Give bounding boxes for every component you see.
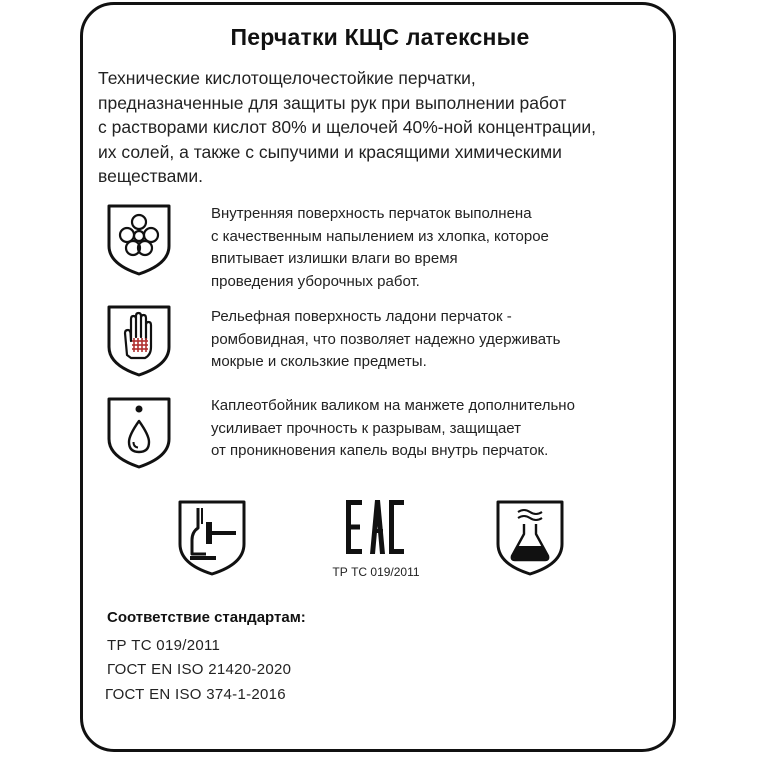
feature-line: мокрые и скользкие предметы. (211, 353, 427, 370)
feature-line: от проникновения капель воды внутрь перчаток. (211, 442, 549, 459)
feature-description (211, 203, 641, 293)
feature-line: с качественным напылением из хлопка, которое (211, 227, 549, 245)
standard-item: ТР ТС 019/2011 (107, 637, 221, 654)
intro-line: с растворами кислот 80% и щелочей 40%-ной концентрации, (98, 117, 597, 137)
feature-line: проведения уборочных работ. (211, 272, 420, 290)
standard-item: ГОСТ EN ISO 21420-2020 (107, 661, 292, 678)
page-title: Перчатки КЩС латексные (230, 24, 530, 50)
mechanical-hazard-shield-icon (176, 498, 248, 578)
feature-grip-surface (105, 303, 645, 383)
feature-drip-guard (105, 395, 645, 475)
eac-caption: ТР ТС 019/2011 (332, 565, 420, 579)
intro-paragraph (98, 66, 658, 189)
standard-item: ГОСТ EN ISO 374-1-2016 (105, 686, 286, 703)
feature-line: ромбовидная, что позволяет надежно удерживать (211, 330, 561, 348)
feature-line: впитывает излишки влаги во время (211, 250, 458, 267)
feature-line: Внутренняя поверхность перчаток выполнена (211, 205, 532, 222)
intro-line: предназначенные для защиты рук при выполнении работ (98, 92, 567, 113)
hand-grip-shield-icon (105, 303, 173, 379)
chemical-hazard-shield-icon (494, 498, 566, 578)
feature-line: Каплеотбойник валиком на манжете дополнительно (211, 397, 575, 414)
standards-title: Соответствие стандартам: (107, 609, 306, 626)
feature-description (211, 395, 641, 463)
feature-line: усиливает прочность к разрывам, защищает (211, 419, 522, 437)
intro-line: веществами. (98, 166, 204, 186)
intro-line: Технические кислотощелочестойкие перчатки, (98, 68, 476, 88)
feature-line: Рельефная поверхность ладони перчаток - (211, 308, 512, 325)
feature-cotton-lining (105, 202, 645, 290)
cotton-flower-shield-icon (105, 202, 173, 278)
water-drop-shield-icon (105, 395, 173, 471)
intro-line: их солей, а также с сыпучими и красящими химическими (98, 141, 562, 162)
feature-description (211, 306, 641, 374)
eac-mark-icon (344, 498, 406, 556)
